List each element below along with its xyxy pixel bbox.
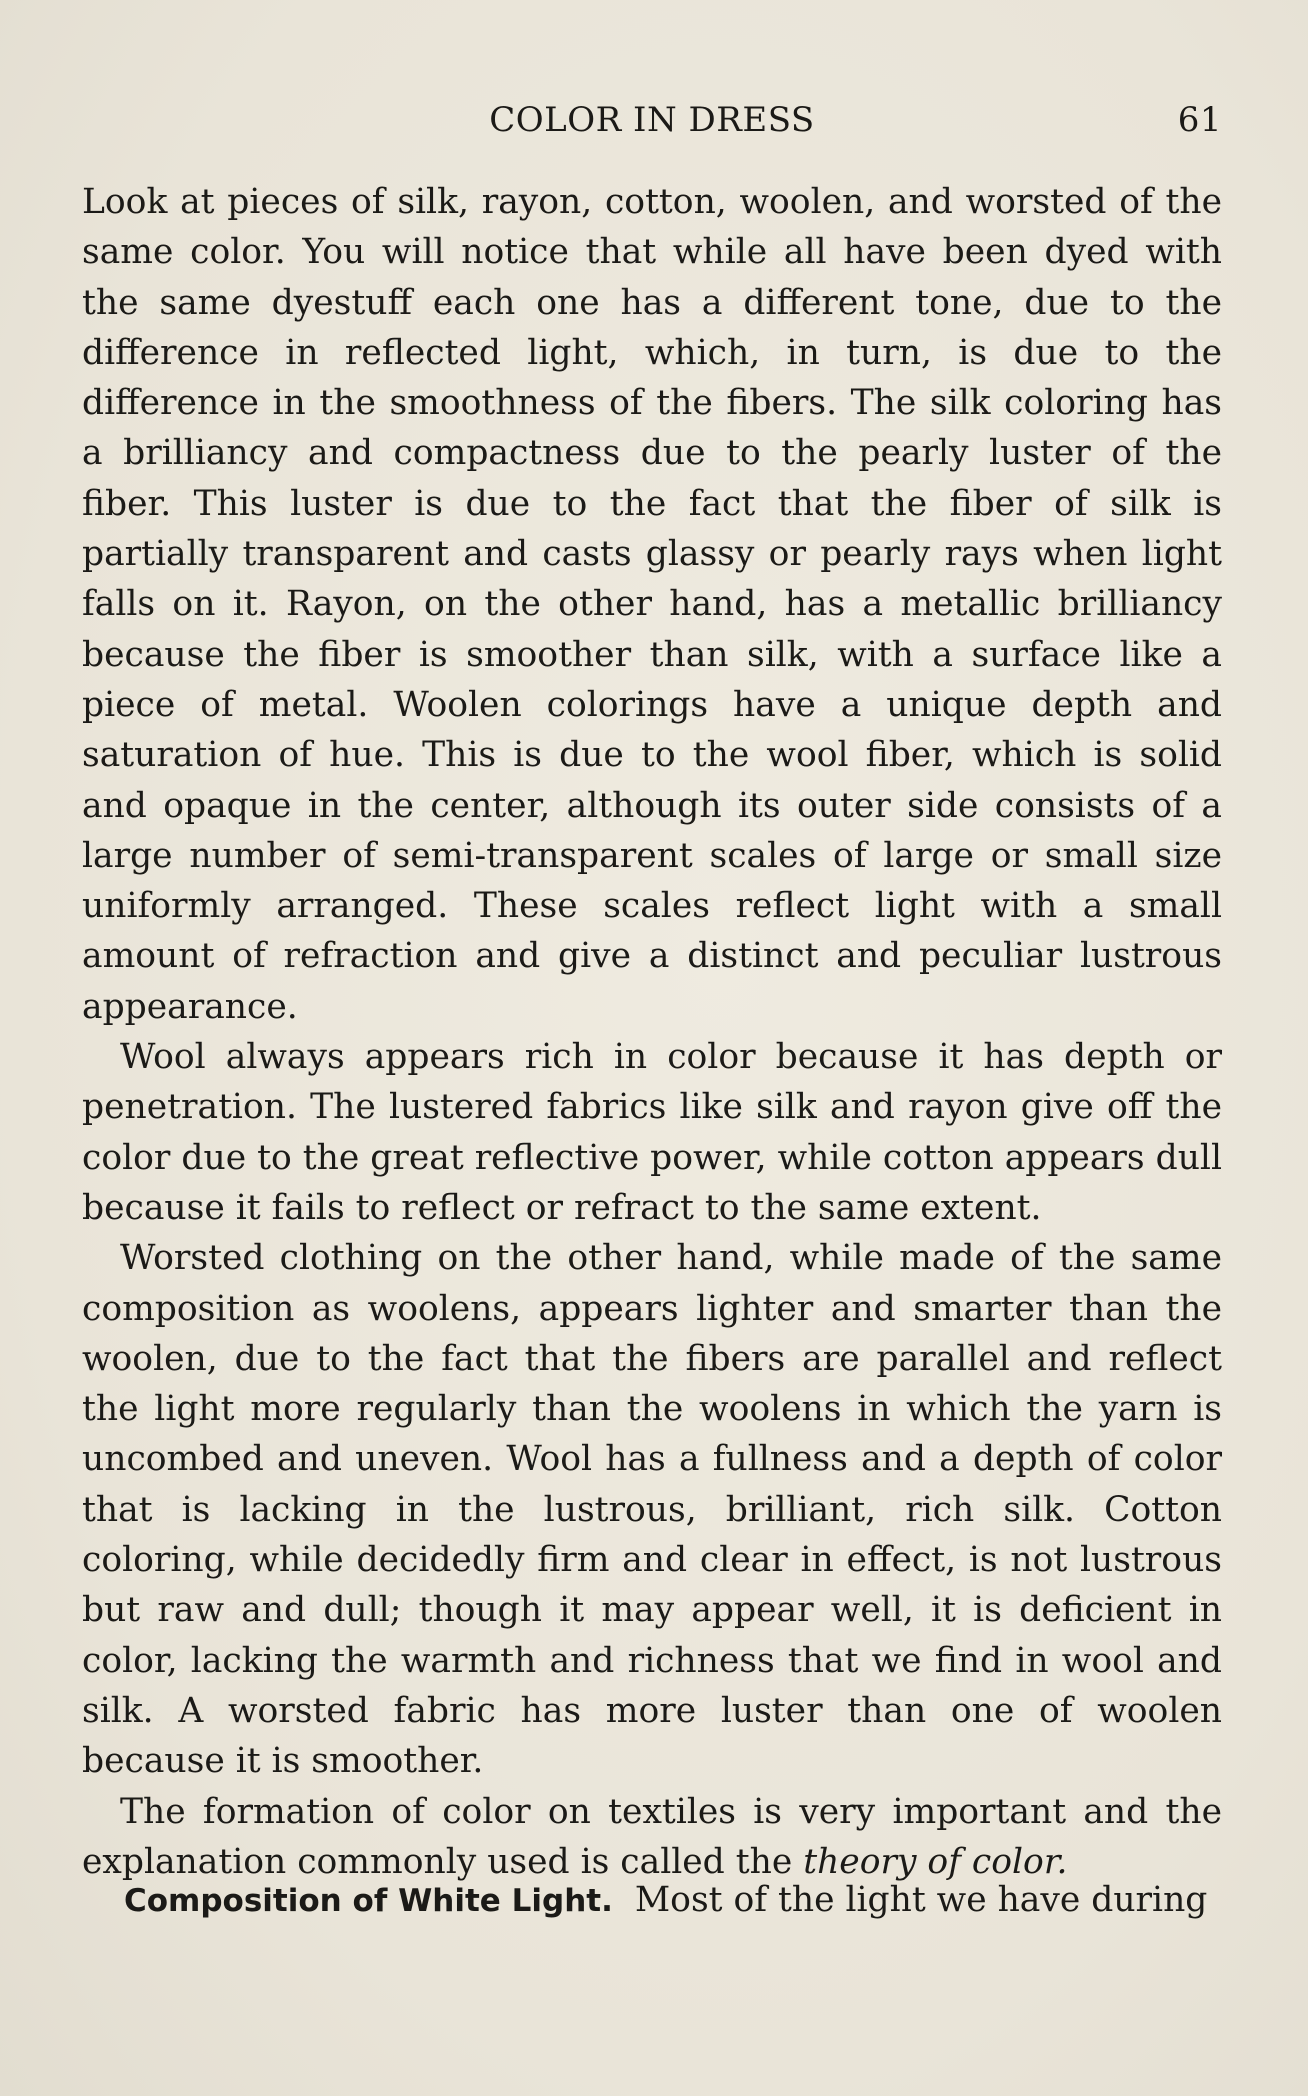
section-text: Most of the light we have during [634,1880,1208,1920]
section-heading: Composition of White Light. [124,1883,613,1919]
theory-text-before: The formation of color on textiles is very important and the explanation commonly used is called the [82,1791,1222,1882]
page-header [82,100,1222,144]
running-title: COLOR IN DRESS [489,100,815,140]
paragraph-fiber-tones: Look at pieces of silk, rayon, cotton, woolen, and worsted of the same color. You will notice that while all have been dyed with the same dyestuff each one has a different tone, due to the difference in reflected light, which, in turn, is due to the difference in the smoothness of the fibers. The silk coloring has a brilliancy and compactness due to the pearly luster of the fiber. This luster is due to the fact that the fiber of silk is partially transparent and casts glassy or pearly rays when light falls on it. Rayon, on the other hand, has a metallic brilliancy because the fiber is smoother than silk, with a surface like a piece of metal. Woolen colorings have a unique depth and saturation of hue. This is due to the wool fiber, which is solid and opaque in the center, although its outer side consists of a large number of semi-transparent scales of large or small size uniformly arranged. These scales reflect light with a small amount of refraction and give a distinct and peculiar lustrous appearance. [82,182,1222,1027]
paragraph-wool-richness: Wool always appears rich in color because it has depth or penetration. The lustered fabrics like silk and rayon give off the color due to the great reflective power, while cotton appears dull because it fails to reflect or refract to the same extent. [82,1037,1222,1228]
paragraph-worsted-clothing: Worsted clothing on the other hand, while made of the same composition as woolens, appears lighter and smarter than the woolen, due to the fact that the fibers are parallel and reflect the light more regularly than the woolens in which the yarn is uncombed and uneven. Wool has a fullness and a depth of color that is lacking in the lustrous, brilliant, rich silk. Cotton coloring, while decidedly firm and clear in effect, is not lustrous but raw and dull; though it may appear well, it is deficient in color, lacking the warmth and richness that we find in wool and silk. A worsted fabric has more luster than one of woolen because it is smoother. [82,1238,1222,1782]
section-white-light [124,1875,1222,1926]
page-number: 61 [1177,100,1222,140]
theory-of-color-term: theory of color. [803,1841,1068,1882]
paragraph-theory-of-color [82,1787,1222,1888]
body-text [82,177,1222,1887]
